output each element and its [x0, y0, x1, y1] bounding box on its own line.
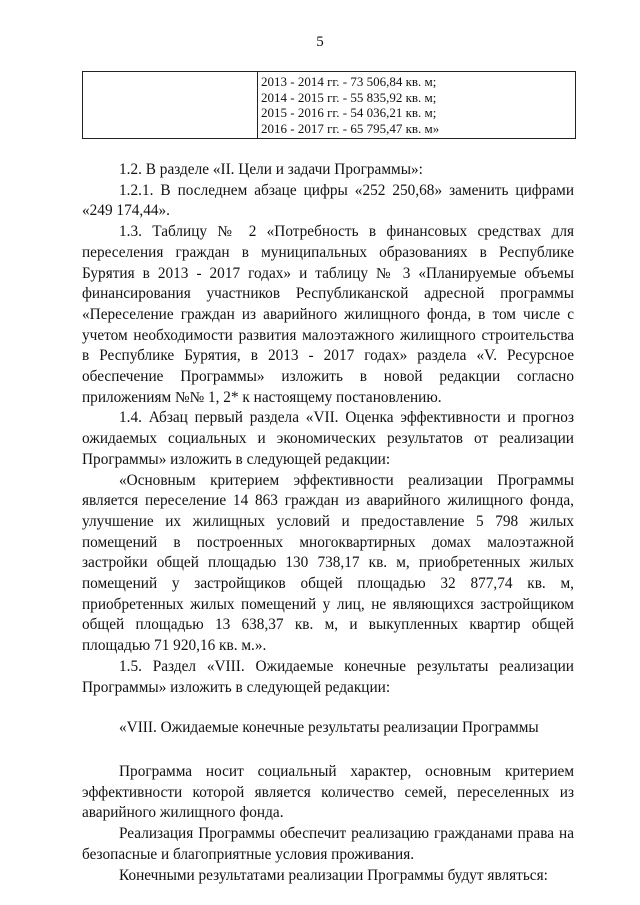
paragraph-1-4: 1.4. Абзац первый раздела «VII. Оценка эффективности и прогноз ожидаемых социальных и экономических результатов от реализации Программы» изложить в следующей редакции: [82, 409, 574, 468]
page-number: 5 [316, 34, 324, 50]
table-row: 2015 - 2016 гг. - 54 036,21 кв. м; [261, 105, 437, 120]
table-row: 2014 - 2015 гг. - 55 835,92 кв. м; [261, 89, 437, 105]
paragraph-social-character: Программа носит социальный характер, основным критерием эффективности которой является количество семей, переселенных из аварийного жилищного фонда. [82, 762, 574, 822]
table-row: 2016 - 2017 гг. - 65 795,47 кв. м» [261, 120, 440, 136]
paragraph-1-5: 1.5. Раздел «VIII. Ожидаемые конечные результаты реализации Программы» изложить в следующей редакции: [82, 657, 574, 696]
paragraph-1-2-1: 1.2.1. В последнем абзаце цифры «252 250,68» заменить цифрами «249 174,44». [82, 181, 574, 220]
document-body [82, 160, 574, 886]
paragraph-implementation: Реализация Программы обеспечит реализацию гражданами права на безопасные и благоприятные условия проживания. [82, 825, 574, 863]
section-heading-viii: «VIII. Ожидаемые конечные результаты реализации Программы [119, 719, 539, 737]
paragraph-quote-criteria: «Основным критерием эффективности реализации Программы является переселение 14 863 граждан из аварийного жилищного фонда, улучшение их жилищных условий и предоставление 5 798 жилых помещений в построенных многоквартирных домах малоэтажной застройки общей площадью 130 738,17 кв. м, приобретенных жилых помещений у застройщиков общей площадью 32 877,74 кв. м, приобретенных жилых помещений у лиц, не являющихся застройщиком общей площадью 13 638,37 кв. м, и выкупленных квартир общей площадью 71 920,16 кв. м.». [82, 471, 574, 655]
table-values-cell [261, 74, 571, 136]
table-row: 2013 - 2014 гг. - 73 506,84 кв. м; [261, 74, 437, 89]
financing-table-fragment [82, 71, 576, 139]
table-empty-cell [83, 72, 258, 138]
paragraph-final-results: Конечными результатами реализации Программы будут являться: [119, 866, 548, 884]
paragraph-1-3: 1.3. Таблицу № 2 «Потребность в финансовых средствах для переселения граждан в муниципальных образованиях в Республике Бурятия в 2013 - 2017 годах» и таблицу № 3 «Планируемые объемы финансирования участников Республиканской адресной программы «Переселение граждан из аварийного жилищного фонда, в том числе с учетом необходимости развития малоэтажного жилищного строительства в Республике Бурятия, в 2013 - 2017 годах» раздела «V. Ресурсное обеспечение Программы» изложить в новой редакции согласно приложениям №№ 1, 2* к настоящему постановлению. [82, 223, 574, 406]
paragraph-1-2: 1.2. В разделе «II. Цели и задачи Программы»: [119, 161, 423, 178]
